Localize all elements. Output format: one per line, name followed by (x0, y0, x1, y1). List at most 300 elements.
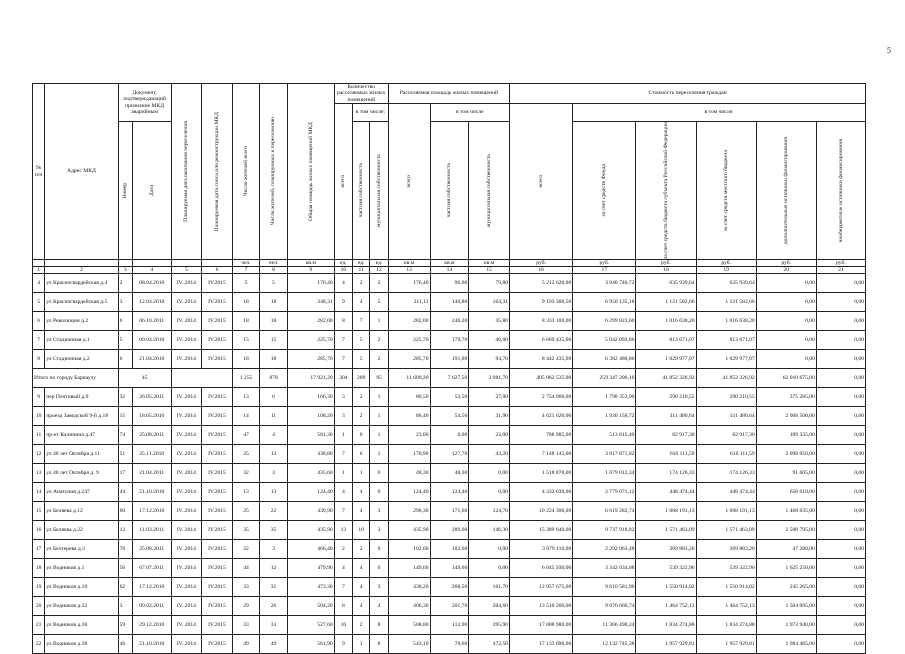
cell-a2: 54,50 (430, 407, 469, 426)
header-cost-total: всего (510, 104, 573, 260)
column-number-cell: 11 (353, 267, 370, 274)
cell-a2: 191,00 (430, 350, 469, 369)
cell-c6: 0,00 (816, 597, 865, 616)
table-row (33, 312, 866, 331)
cell-c1: 12 957 675,00 (510, 578, 573, 597)
cell-end: IV..2014 (171, 578, 202, 597)
cell-r1: 22 (232, 540, 260, 559)
cell-c5: 375 285,00 (756, 388, 816, 407)
unit-cell: руб. (816, 260, 865, 267)
column-number-cell: 8 (260, 267, 288, 274)
cell-a1: 176,40 (388, 274, 430, 293)
cell-q3: 4 (370, 597, 388, 616)
header-residents-planned: Число жителей, планируемых к переселению (260, 84, 288, 260)
cell-c3: 1 571 463,09 (636, 521, 696, 540)
cell-c2: 3 342 034,08 (573, 559, 636, 578)
unit-cell: ед. (370, 260, 388, 267)
cell-q1: 4 (334, 274, 352, 293)
column-number-cell: 3 (118, 267, 132, 274)
cell-date: 21.10.2010 (132, 635, 171, 654)
cell-q3: 1 (370, 445, 388, 464)
cell-a3: 395,90 (469, 616, 510, 635)
cell-dem: IV.2015 (202, 502, 233, 521)
cell-c3: 1 834 274,88 (636, 616, 696, 635)
unit-cell (171, 260, 202, 267)
cell-c1: 8 333 100,00 (510, 312, 573, 331)
cell-addr: ул Водников д.1 (45, 559, 118, 578)
cell-dem: IV.2015 (202, 483, 233, 502)
cell-date: 25.08.2011 (132, 540, 171, 559)
cell-num: 2 (118, 274, 132, 293)
cell-dem: IV.2015 (202, 578, 233, 597)
cell-area: 108,20 (287, 407, 334, 426)
cell-c6: 0,00 (816, 540, 865, 559)
cell-c2: 6 382 480,86 (573, 350, 636, 369)
cell-q2: 10 (353, 521, 370, 540)
subtotal-a2: 7 627,50 (430, 369, 469, 388)
cell-dem: IV.2015 (202, 597, 233, 616)
cell-num: 17 (118, 464, 132, 483)
cell-c3: 448 474,44 (636, 483, 696, 502)
cell-num: 6 (118, 350, 132, 369)
resettlement-table (32, 83, 866, 654)
cell-q1: 7 (334, 331, 352, 350)
cell-c3: 1 957 929,81 (636, 635, 696, 654)
cell-c1: 4 621 620,00 (510, 407, 573, 426)
cell-r1: 18 (232, 350, 260, 369)
cell-a3: 0,00 (469, 540, 510, 559)
cell-q2: 4 (353, 597, 370, 616)
cell-n: 20 (33, 597, 45, 616)
cell-c1: 6 669 435,00 (510, 331, 573, 350)
header-doc-number: Номер (118, 122, 132, 260)
cell-dem: IV.2015 (202, 388, 233, 407)
cell-area: 438,80 (287, 445, 334, 464)
cell-a2: 146,80 (430, 293, 469, 312)
cell-c3: 813 671,07 (636, 331, 696, 350)
cell-date: 26.05.2011 (132, 388, 171, 407)
cell-q3: 3 (370, 502, 388, 521)
subtotal-label: Итого по городу Барнаулу (33, 369, 119, 388)
cell-dem: IV.2015 (202, 312, 233, 331)
cell-c2: 1 798 353,90 (573, 388, 636, 407)
cell-a1: 48,30 (388, 464, 430, 483)
cell-q2: 1 (353, 635, 370, 654)
cell-addr: ул Красногвардейская д.5 (45, 293, 118, 312)
cell-c4: 1 550 914,02 (696, 578, 756, 597)
cell-a3: 79,80 (469, 274, 510, 293)
cell-dem: IV.2015 (202, 331, 233, 350)
unit-cell: кв.м (388, 260, 430, 267)
cell-c5: 1 468 635,00 (756, 502, 816, 521)
cell-a3: 31,90 (469, 407, 510, 426)
cell-q1: 3 (334, 388, 352, 407)
cell-end: IV..2014 (171, 426, 202, 445)
cell-q2: 2 (353, 616, 370, 635)
column-number-cell: 15 (469, 267, 510, 274)
cell-q2: 4 (353, 578, 370, 597)
cell-c4: 448 474,44 (696, 483, 756, 502)
subtotal-blank (171, 369, 232, 388)
cell-c1: 2 754 060,00 (510, 388, 573, 407)
cell-addr: ул Стадионная д.1 (45, 331, 118, 350)
unit-cell: руб. (636, 260, 696, 267)
cell-q3: 0 (370, 483, 388, 502)
cell-r2: 26 (260, 597, 288, 616)
cell-date: 07.07.2011 (132, 559, 171, 578)
unit-cell (132, 260, 171, 267)
cell-c4: 1 957 929,81 (696, 635, 756, 654)
cell-q3: 1 (370, 407, 388, 426)
unit-cell: кв.м (469, 260, 510, 267)
cell-a2: 201,70 (430, 597, 469, 616)
cell-c5: 2 508 795,00 (756, 521, 816, 540)
cell-c5: 1 504 095,00 (756, 597, 816, 616)
cell-c2: 6 950 135,18 (573, 293, 636, 312)
cell-a3: 35,80 (469, 312, 510, 331)
cell-a3: 124,70 (469, 502, 510, 521)
cell-c6: 0,00 (816, 464, 865, 483)
cell-num: 59 (118, 616, 132, 635)
cell-r2: 35 (260, 521, 288, 540)
cell-c4: 539 322,96 (696, 559, 756, 578)
cell-c2: 2 292 063,48 (573, 540, 636, 559)
cell-r2: 12 (260, 559, 288, 578)
cell-c6: 0,00 (816, 407, 865, 426)
cell-a1: 285,70 (388, 350, 430, 369)
cell-num: 44 (118, 483, 132, 502)
table-row (33, 578, 866, 597)
cell-a2: 102,60 (430, 540, 469, 559)
cell-a1: 23,00 (388, 426, 430, 445)
subtotal-q1: 304 (334, 369, 352, 388)
cell-a3: 146,30 (469, 521, 510, 540)
cell-q3: 5 (370, 293, 388, 312)
table-row (33, 502, 866, 521)
cell-q2: 0 (353, 426, 370, 445)
unit-cell (33, 260, 45, 267)
cell-r2: 4 (260, 426, 288, 445)
cell-c3: 1 464 752,13 (636, 597, 696, 616)
cell-num: 76 (118, 540, 132, 559)
cell-q2: 4 (353, 483, 370, 502)
cell-c6: 0,00 (816, 502, 865, 521)
cell-c4: 635 939,64 (696, 274, 756, 293)
cell-c4: 1 016 638,20 (696, 312, 756, 331)
cell-dem: IV.2015 (202, 426, 233, 445)
cell-a1: 282,00 (388, 312, 430, 331)
unit-cell (45, 260, 118, 267)
cell-c5: 0,00 (756, 293, 816, 312)
cell-c1: 9 193 300,50 (510, 293, 573, 312)
column-number-cell: 6 (202, 267, 233, 274)
cell-q3: 2 (370, 350, 388, 369)
cell-q1: 10 (334, 616, 352, 635)
cell-dem: IV.2015 (202, 540, 233, 559)
cell-addr: ул Стадионная д.2 (45, 350, 118, 369)
cell-q1: 7 (334, 502, 352, 521)
cell-area: 561,90 (287, 635, 334, 654)
cell-q3: 8 (370, 616, 388, 635)
cell-area: 527,60 (287, 616, 334, 635)
cell-c6: 0,00 (816, 483, 865, 502)
cell-addr: ул Анатолия д.247 (45, 483, 118, 502)
cell-r2: 3 (260, 464, 288, 483)
table-row (33, 635, 866, 654)
cell-r1: 49 (232, 635, 260, 654)
column-numbers-row (33, 267, 866, 274)
cell-c5: 109 335,00 (756, 426, 816, 445)
cell-a3: 0,00 (469, 559, 510, 578)
table-row (33, 616, 866, 635)
cell-c1: 17 133 090,00 (510, 635, 573, 654)
cell-r2: 5 (260, 274, 288, 293)
cell-a3: 46,00 (469, 331, 510, 350)
column-number-cell: 20 (756, 267, 816, 274)
cell-q2: 5 (353, 331, 370, 350)
cell-dem: IV.2015 (202, 445, 233, 464)
cell-date: 11.03.2011 (132, 521, 171, 540)
cell-area: 430,90 (287, 502, 334, 521)
cell-num: 5 (118, 331, 132, 350)
cell-r1: 33 (232, 578, 260, 597)
cell-a1: 296,30 (388, 502, 430, 521)
cell-c1: 6 045 930,00 (510, 559, 573, 578)
cell-date: 21.04.2011 (132, 464, 171, 483)
cell-c2: 2 779 071,12 (573, 483, 636, 502)
cell-a3: 94,70 (469, 350, 510, 369)
cell-end: IV..2014 (171, 597, 202, 616)
cell-a3: 472,50 (469, 635, 510, 654)
cell-c3: 1 550 914,02 (636, 578, 696, 597)
table-row (33, 407, 866, 426)
cell-end: IV..2014 (171, 483, 202, 502)
cell-num: 32 (118, 388, 132, 407)
column-number-cell: 9 (287, 267, 334, 274)
cell-date: 12.04.2010 (132, 293, 171, 312)
cell-addr: пер Почтовый д.9 (45, 388, 118, 407)
cell-addr: ул Бехтерева д.3 (45, 540, 118, 559)
cell-c4: 813 671,07 (696, 331, 756, 350)
cell-q2: 2 (353, 407, 370, 426)
cell-area: 282,00 (287, 312, 334, 331)
column-number-cell: 1 (33, 267, 45, 274)
cell-q2: 4 (353, 293, 370, 312)
cell-addr: ул Беляева д.12 (45, 502, 118, 521)
cell-q3: 0 (370, 464, 388, 483)
column-number-cell: 10 (334, 267, 352, 274)
cell-r2: 6 (260, 388, 288, 407)
cell-r1: 13 (232, 388, 260, 407)
cell-r1: 35 (232, 521, 260, 540)
cell-q1: 4 (334, 559, 352, 578)
cell-q3: 1 (370, 312, 388, 331)
table-row (33, 521, 866, 540)
column-number-cell: 7 (232, 267, 260, 274)
cell-n: 21 (33, 616, 45, 635)
cell-c2: 12 132 745,38 (573, 635, 636, 654)
subtotal-c6: 0,00 (816, 369, 865, 388)
unit-cell: кв.м (430, 260, 469, 267)
cell-c4: 1 464 752,13 (696, 597, 756, 616)
unit-cell: кв.м (287, 260, 334, 267)
cell-end: IV..2014 (171, 293, 202, 312)
cell-c2: 513 815,40 (573, 426, 636, 445)
cell-c3: 82 917,30 (636, 426, 696, 445)
header-area-total2: всего (388, 104, 430, 260)
cell-c1: 4 332 030,00 (510, 483, 573, 502)
unit-cell: руб. (510, 260, 573, 267)
cell-n: 18 (33, 559, 45, 578)
table-body (33, 274, 866, 654)
column-number-cell: 13 (388, 267, 430, 274)
cell-q3: 2 (370, 331, 388, 350)
cell-r2: 31 (260, 578, 288, 597)
cell-q1: 13 (334, 521, 352, 540)
header-area-group: Расселяемая площадь жилых помещений (388, 84, 509, 104)
cell-c2: 9 610 581,96 (573, 578, 636, 597)
unit-cell: чел. (232, 260, 260, 267)
cell-c1: 17 008 980,00 (510, 616, 573, 635)
cell-q2: 2 (353, 540, 370, 559)
unit-cell: руб. (696, 260, 756, 267)
cell-date: 18.05.2010 (132, 407, 171, 426)
cell-r2: 33 (260, 616, 288, 635)
cell-addr: ул Водников д.38 (45, 635, 118, 654)
column-number-cell: 16 (510, 267, 573, 274)
cell-end: IV..2014 (171, 635, 202, 654)
cell-c5: 656 010,00 (756, 483, 816, 502)
header-planned-end: Планируемая дата окончания переселения (171, 84, 202, 260)
cell-n: 13 (33, 464, 45, 483)
cell-q2: 6 (353, 445, 370, 464)
cell-r1: 47 (232, 426, 260, 445)
header-cost-group: Стоимость переселения граждан (510, 84, 866, 104)
header-cost-nonbudget: внебюджетные источники финансирования (816, 122, 865, 260)
cell-addr: ул Беляева д.22 (45, 521, 118, 540)
cell-c6: 0,00 (816, 521, 865, 540)
cell-c4: 82 917,30 (696, 426, 756, 445)
cell-c4: 174 126,33 (696, 464, 756, 483)
cell-num: 3 (118, 597, 132, 616)
cell-a1: 508,80 (388, 616, 430, 635)
cell-n: 8 (33, 350, 45, 369)
cell-c2: 6 619 282,74 (573, 502, 636, 521)
cell-a3: 23,00 (469, 426, 510, 445)
column-number-cell: 21 (816, 267, 865, 274)
cell-area: 285,70 (287, 350, 334, 369)
cell-q1: 7 (334, 578, 352, 597)
cell-date: 25.11.2010 (132, 445, 171, 464)
cell-num: 60 (118, 502, 132, 521)
table-row (33, 350, 866, 369)
header-rooms-incl: в том числе: (353, 104, 389, 122)
table-row (33, 445, 866, 464)
cell-addr: ул Революции д.2 (45, 312, 118, 331)
cell-q3: 0 (370, 540, 388, 559)
cell-q2: 4 (353, 502, 370, 521)
cell-c3: 311 480,64 (636, 407, 696, 426)
cell-c3: 1 029 977,07 (636, 350, 696, 369)
cell-c6: 0,00 (816, 274, 865, 293)
cell-end: IV..2014 (171, 331, 202, 350)
cell-dem: IV.2015 (202, 274, 233, 293)
unit-cell (202, 260, 233, 267)
cell-c6: 0,00 (816, 578, 865, 597)
cell-c2: 9 737 918,82 (573, 521, 636, 540)
unit-cell: ед. (353, 260, 370, 267)
cell-r2: 18 (260, 293, 288, 312)
cell-c6: 0,00 (816, 312, 865, 331)
cell-c2: 1 079 012,34 (573, 464, 636, 483)
table-row (33, 464, 866, 483)
cell-r1: 18 (232, 293, 260, 312)
subtotal-r2: 878 (260, 369, 288, 388)
cell-q1: 8 (334, 312, 352, 331)
cell-c4: 290 210,55 (696, 388, 756, 407)
cell-a2: 171,60 (430, 502, 469, 521)
cell-c4: 1 834 274,88 (696, 616, 756, 635)
cell-num: 51 (118, 445, 132, 464)
cell-num: 56 (118, 559, 132, 578)
header-residents-total: Число жителей всего (232, 84, 260, 260)
cell-c5: 47 280,00 (756, 540, 816, 559)
cell-n: 11 (33, 426, 45, 445)
cell-a1: 80,50 (388, 388, 430, 407)
subtotal-q3: 95 (370, 369, 388, 388)
cell-a2: 127,70 (430, 445, 469, 464)
header-area-incl: в том числе (430, 104, 510, 122)
cell-dem: IV.2015 (202, 464, 233, 483)
cell-date: 08.04.2010 (132, 274, 171, 293)
cell-area: 479,90 (287, 559, 334, 578)
cell-dem: IV.2015 (202, 616, 233, 635)
header-doc: Документ, подтверждающий признание МКД аварийным (118, 84, 171, 122)
cell-num: 15 (118, 407, 132, 426)
cell-r2: 18 (260, 350, 288, 369)
cell-addr: ул Водников д.32 (45, 597, 118, 616)
cell-a3: 27,00 (469, 388, 510, 407)
cell-q2: 2 (353, 388, 370, 407)
cell-a2: 96,60 (430, 274, 469, 293)
cell-c6: 0,00 (816, 635, 865, 654)
cell-area: 348,31 (287, 293, 334, 312)
cell-end: IV..2014 (171, 445, 202, 464)
cell-c5: 0,00 (756, 350, 816, 369)
cell-area: 176,40 (287, 274, 334, 293)
cell-r1: 29 (232, 597, 260, 616)
cell-r1: 25 (232, 445, 260, 464)
header-rooms-private: частная собственность (353, 122, 370, 260)
cell-n: 4 (33, 274, 45, 293)
cell-a2: 289,60 (430, 521, 469, 540)
cell-end: IV..2014 (171, 312, 202, 331)
cell-c5: 91 605,00 (756, 464, 816, 483)
cell-c1: 15 389 640,00 (510, 521, 573, 540)
cell-n: 5 (33, 293, 45, 312)
cell-end: IV..2014 (171, 616, 202, 635)
unit-cell: руб. (756, 260, 816, 267)
cell-end: IV..2014 (171, 274, 202, 293)
cell-r1: 44 (232, 559, 260, 578)
cell-q3: 3 (370, 521, 388, 540)
cell-c3: 635 939,64 (636, 274, 696, 293)
cell-r2: 13 (260, 445, 288, 464)
cell-c5: 0,00 (756, 312, 816, 331)
cell-date: 25.08.2011 (132, 426, 171, 445)
cell-date: 17.12.2010 (132, 578, 171, 597)
cell-c2: 3 817 871,82 (573, 445, 636, 464)
